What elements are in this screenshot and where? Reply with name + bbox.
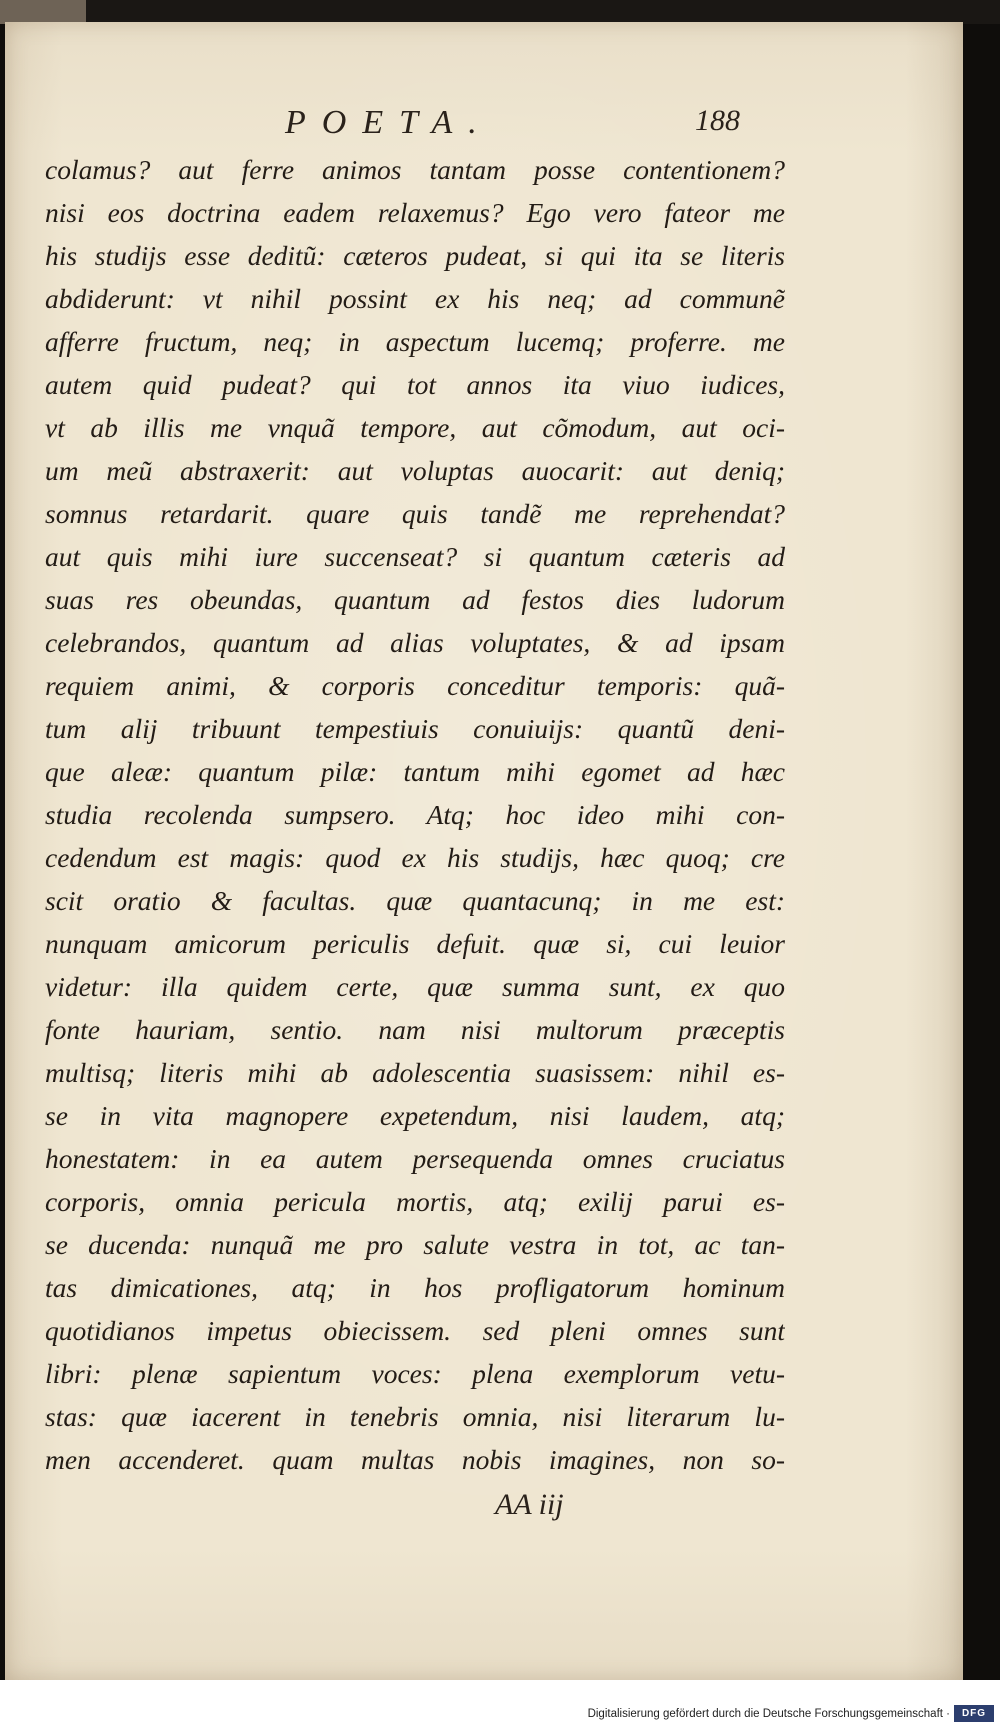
scan-top-strip (0, 0, 1000, 24)
book-page (5, 22, 963, 1680)
text-line: que aleæ: quantum pilæ: tantum mihi egomet ad hæc (45, 756, 785, 787)
body-text (45, 148, 785, 1481)
text-line: colamus? aut ferre animos tantam posse contentionem? (45, 154, 785, 185)
text-line: suas res obeundas, quantum ad festos dies ludorum (45, 584, 785, 615)
text-line: tum alij tribuunt tempestiuis conuiuijs: quantũ deni- (45, 713, 785, 744)
text-line: quotidianos impetus obiecissem. sed pleni omnes sunt (45, 1315, 785, 1346)
text-line: aut quis mihi iure succenseat? si quantum cæteris ad (45, 541, 785, 572)
text-line: tas dimicationes, atq; in hos profligatorum hominum (45, 1272, 785, 1303)
text-line: fonte hauriam, sentio. nam nisi multorum præceptis (45, 1014, 785, 1045)
text-line: requiem animi, & corporis conceditur temporis: quã- (45, 670, 785, 701)
footer-bar (0, 1680, 1000, 1726)
text-line: libri: plenæ sapientum voces: plena exemplorum vetu- (45, 1358, 785, 1389)
dfg-logo: DFG (954, 1705, 994, 1722)
text-line: somnus retardarit. quare quis tandẽ me reprehendat? (45, 498, 785, 529)
text-line: se in vita magnopere expetendum, nisi laudem, atq; (45, 1100, 785, 1131)
text-line: nisi eos doctrina eadem relaxemus? Ego vero fateor me (45, 197, 785, 228)
text-line: autem quid pudeat? qui tot annos ita viuo iudices, (45, 369, 785, 400)
text-line: corporis, omnia pericula mortis, atq; exilij parui es- (45, 1186, 785, 1217)
text-line: men accenderet. quam multas nobis imagines, non so- (45, 1444, 785, 1475)
text-line: nunquam amicorum periculis defuit. quæ si, cui leuior (45, 928, 785, 959)
page-header (45, 104, 765, 154)
running-head: POETA. (285, 104, 493, 141)
text-line: celebrandos, quantum ad alias voluptates, & ad ipsam (45, 627, 785, 658)
text-line: um meũ abstraxerit: aut voluptas auocarit: aut deniq; (45, 455, 785, 486)
folio-number: 188 (695, 104, 740, 137)
text-line: multisq; literis mihi ab adolescentia suasissem: nihil es- (45, 1057, 785, 1088)
digitization-credit: Digitalisierung gefördert durch die Deutsche Forschungsgemeinschaft · (587, 1708, 950, 1720)
scan-edge-tab (0, 0, 86, 24)
text-line: honestatem: in ea autem persequenda omnes cruciatus (45, 1143, 785, 1174)
text-line: his studijs esse deditũ: cæteros pudeat, si qui ita se literis (45, 240, 785, 271)
text-line: videtur: illa quidem certe, quæ summa sunt, ex quo (45, 971, 785, 1002)
text-line: stas: quæ iacerent in tenebris omnia, nisi literarum lu- (45, 1401, 785, 1432)
text-line: scit oratio & facultas. quæ quantacunq; in me est: (45, 885, 785, 916)
text-line: studia recolenda sumpsero. Atq; hoc ideo mihi con- (45, 799, 785, 830)
text-line: cedendum est magis: quod ex his studijs, hæc quoq; cre (45, 842, 785, 873)
text-line: abdiderunt: vt nihil possint ex his neq; ad communẽ (45, 283, 785, 314)
text-line: vt ab illis me vnquã tempore, aut cõmodum, aut oci- (45, 412, 785, 443)
signature-mark: AA iij (495, 1488, 564, 1521)
text-line: se ducenda: nunquã me pro salute vestra in tot, ac tan- (45, 1229, 785, 1260)
text-line: afferre fructum, neq; in aspectum lucemq; proferre. me (45, 326, 785, 357)
